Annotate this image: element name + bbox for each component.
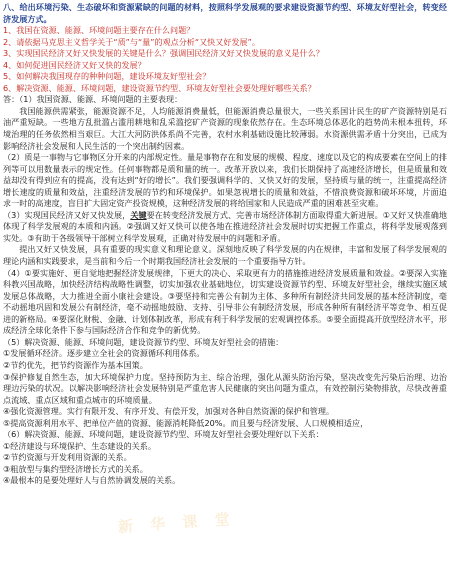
answer-3-significance: 提出又好又快发展，具有重要的现实意义和理论意义。深刻地反映了科学发展的内在规律，丰富和发展了科学发展观的理论内涵和实践要求，是当前和今后一个时期我国经济社会发展的一个重要指导方针。 xyxy=(3,244,447,267)
answer-6-item: ②节约资源与开发利用资源的关系。 xyxy=(3,452,132,463)
answer-3-intro: （3）实现国民经济又好又快发展， xyxy=(3,209,131,220)
question-6: 6、解决资源、能源、环境问题，建设资源节约型、环境友好型社会要处理好哪些关系？ xyxy=(3,82,316,93)
section-title: 八、给出环境污染、生态破坏和资源紧缺的问题的材料，按照科学发展观的要求建设资源节约型、环境友好型社会，转变经济发展方式。 xyxy=(3,2,447,24)
answer-5-item: ②节约优先，把节约资源作为基本国策。 xyxy=(3,359,148,370)
answer-6-item: ③粗放型与集约型经济增长方式的关系。 xyxy=(3,463,148,474)
answer-4: （4）①要实施好、更自觉地把握经济发展规律，下更大的决心、采取更有力的措施推进经济发展质量和效益。②要深入实施科教兴国战略，加快经济结构战略性调整，切实加强农业基础地位，切实建设资源节约型、环境友好型社会，继续实施区域发展总体战略，大力推进全面小康社会建设。③要坚持和完善公有制为主体、多种所有制经济共同发展的基本经济制度，毫不动摇地巩固和发展公有制经济，毫不动摇地鼓励、支持、引导非公有制经济发展，形成各种所有制经济平等竞争、相互促进的新格局。④要深化财税、金融、计划体制改革，形成有利于科学发展的宏观调控体系。⑤要全面提高开放型经济水平，形成经济全球化条件下参与国际经济合作和竞争的新优势。 xyxy=(3,267,447,336)
answer-3 xyxy=(3,210,447,245)
question-3: 3、实现国民经济又好又快发展的关键是什么？强调国民经济又好又快发展的意义是什么？ xyxy=(3,48,324,59)
question-2: 2、请依据马克思主义哲学关于“质”与“量”的观点分析“又快又好发展”。 xyxy=(3,36,260,47)
question-5: 5、如何解决我国现存的种种问题，建设环境友好型社会？ xyxy=(3,71,211,82)
answer-3-body: 要在转变经济发展方式、完善市场经济体制方面取得重大新进展。①又好又快准确地体现了科学发展观的本质和内涵。②强调又好又快可以使各地在推进经济社会发展时切实把握工作重点，将科学发展观落到实处。③有助于各级领导干部树立科学发展观， xyxy=(3,209,447,243)
answer-5-item: ④强化资源管理。实行有限开发、有序开发、有偿开发，加强对各种自然资源的保护和管理。 xyxy=(3,406,335,417)
answer-3-end: 正确对待发展中的问题和矛盾。 xyxy=(172,232,286,243)
answer-heading: 答：（1）我国资源、能源、环境问题的主要表现： xyxy=(3,94,183,105)
answer-3-key: 关键 xyxy=(130,209,147,220)
answer-5-item: ⑤提高资源利用水平、把单位产值的资源、能源消耗降低20%。而且要与经济发展、人口规模相适应， xyxy=(3,417,369,428)
answer-6-item: ④最根本的是要处理好人与自然协调发展的关系。 xyxy=(3,475,181,486)
answer-5-item: ③保护修复自然生态，加大环境保护力度。坚持预防为主、综合治理，强化从源头防治污染，坚决改变先污染后治理、边治理边污染的状况。以解决影响经济社会发展特别是严重危害人民健康的突出问题为重点，有效控制污染物排放，尽快改善重点流域、重点区域和重点城市的环境质量。 xyxy=(3,371,447,405)
question-4: 4、如何促进国民经济又好又快的发展？ xyxy=(3,59,146,70)
answer-6-heading: （6）解决资源、能源、环境问题，建设资源节约型、环境友好型社会要处理好以下关系： xyxy=(3,429,324,440)
answer-6-item: ①经济建设与环境保护、生态建设的关系。 xyxy=(3,440,156,451)
answer-5-heading: （5）解决资源、能源、环境问题，建设资源节约型、环境友好型社会的措施： xyxy=(3,336,284,347)
question-1: 1、我国在资源、能源、环境问题主要存在什么问题？ xyxy=(3,25,195,36)
watermark: 新 华 课 堂 xyxy=(117,509,237,537)
answer-1: 我国能源供需紧张，能源资源不足，人均能源消费量低，但能源消费总量很大，一些关系国计民生的矿产资源特别是石油严重短缺。一些地方乱批滥占滥用耕地和乱采滥挖矿产资源的现象依然存在。生态环境总体恶化的趋势尚未根本扭转，环境治理的任务依然相当艰巨。大江大河防洪体系尚不完善，农村水利基础设施比较薄弱。水资源供需矛盾十分突出，已成为影响经济社会发展和人民生活的一个突出制约因素。 xyxy=(3,105,447,151)
answer-5-item: ①发展循环经济。逐步建立全社会的资源循环利用体系。 xyxy=(3,348,205,359)
answer-2: （2）质是一事物与它事物区分开来的内部规定性。量是事物存在和发展的规模、程度、速度以及它的构成要素在空间上的排列等可以用数量表示的规定性。任何事物都是质和量的统一。改革开放以来，我们长期保持了高速经济增长，但是质量和效益却没有得到应有的提高，没有达到“好的增长”。我们要强调科学的、又快又好的发展，坚持质与量的统一，注重提高经济增长速度的质量和效益，注重经济发展的节约和环境保护。如果忽视增长的质量和效益，不惜浪费资源和破坏环境，片面追求一时的高速度，盲目扩大固定资产投资规模，这种经济发展的将给国家和人民造成严重的困难甚至灾难。 xyxy=(3,152,447,209)
